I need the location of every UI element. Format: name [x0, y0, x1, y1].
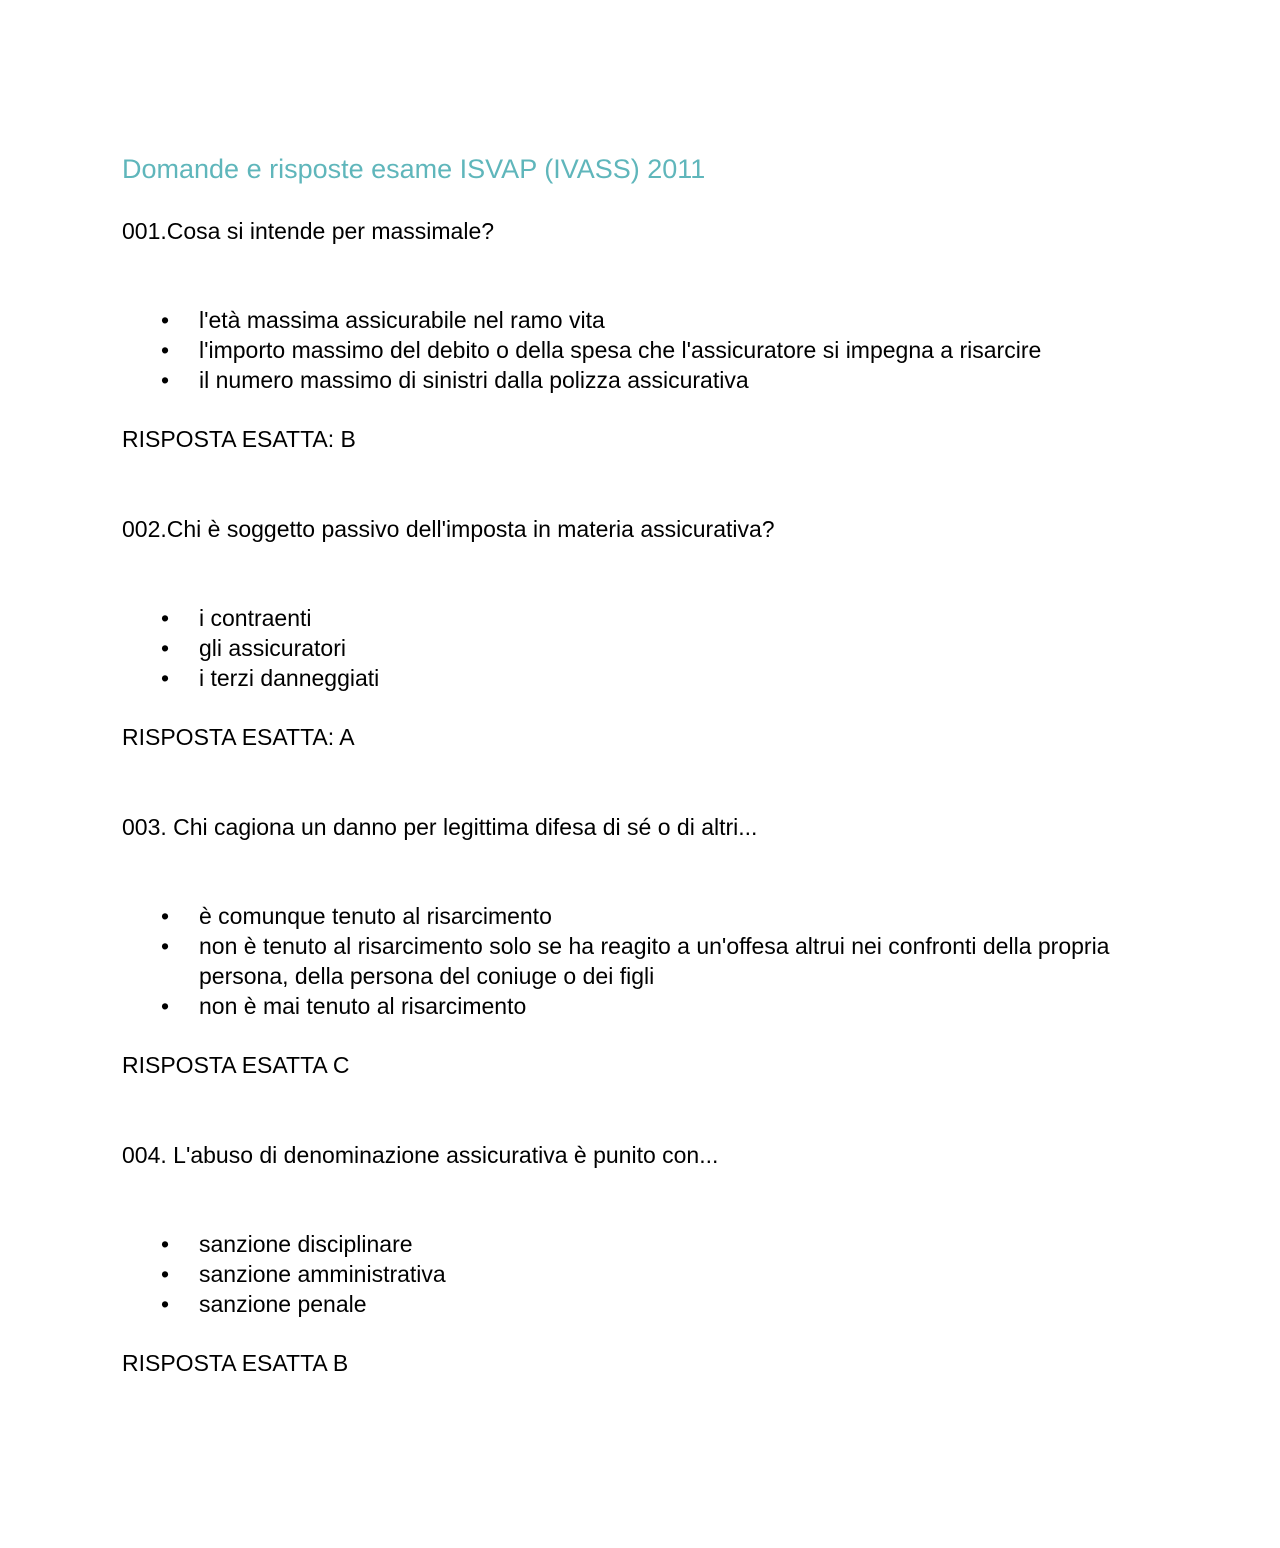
option-item — [122, 991, 1162, 1021]
bullet-icon: • — [161, 307, 170, 333]
bullet-icon: • — [161, 635, 170, 661]
question-block — [122, 216, 1162, 454]
option-text: sanzione penale — [199, 1291, 367, 1317]
option-item — [122, 931, 1162, 991]
option-text: l'importo massimo del debito o della spesa che l'assicuratore si impegna a risarcire — [199, 337, 1042, 363]
option-text: non è mai tenuto al risarcimento — [199, 993, 527, 1019]
question-text: 002.Chi è soggetto passivo dell'imposta in materia assicurativa? — [122, 516, 775, 542]
option-text: i contraenti — [199, 605, 312, 631]
bullet-icon: • — [161, 1231, 170, 1257]
option-text: gli assicuratori — [199, 635, 346, 661]
document-title: Domande e risposte esame ISVAP (IVASS) 2011 — [122, 154, 706, 184]
options-list — [122, 305, 1162, 395]
options-list — [122, 901, 1162, 1021]
question-block — [122, 812, 1162, 1080]
bullet-icon: • — [161, 337, 170, 363]
answer-text: RISPOSTA ESATTA C — [122, 1052, 350, 1078]
option-item — [122, 633, 1162, 663]
option-text: l'età massima assicurabile nel ramo vita — [199, 307, 605, 333]
option-item — [122, 1259, 1162, 1289]
answer-text: RISPOSTA ESATTA: A — [122, 724, 355, 750]
answer-text: RISPOSTA ESATTA: B — [122, 426, 356, 452]
option-text: non è tenuto al risarcimento solo se ha reagito a un'offesa altrui nei confronti della propria persona, della persona del coniuge o dei figli — [199, 933, 1110, 989]
option-item — [122, 1229, 1162, 1259]
option-text: i terzi danneggiati — [199, 665, 380, 691]
option-item — [122, 603, 1162, 633]
bullet-icon: • — [161, 993, 170, 1019]
option-item — [122, 1289, 1162, 1319]
option-item — [122, 365, 1162, 395]
option-text: è comunque tenuto al risarcimento — [199, 903, 552, 929]
bullet-icon: • — [161, 903, 170, 929]
answer-text: RISPOSTA ESATTA B — [122, 1350, 349, 1376]
option-item — [122, 335, 1162, 365]
question-text: 004. L'abuso di denominazione assicurativa è punito con... — [122, 1142, 719, 1168]
bullet-icon: • — [161, 367, 170, 393]
option-item — [122, 663, 1162, 693]
question-text: 003. Chi cagiona un danno per legittima difesa di sé o di altri... — [122, 814, 758, 840]
bullet-icon: • — [161, 665, 170, 691]
options-list — [122, 1229, 1162, 1319]
option-text: il numero massimo di sinistri dalla polizza assicurativa — [199, 367, 749, 393]
bullet-icon: • — [161, 933, 170, 959]
option-item — [122, 901, 1162, 931]
option-text: sanzione disciplinare — [199, 1231, 413, 1257]
option-text: sanzione amministrativa — [199, 1261, 446, 1287]
bullet-icon: • — [161, 1291, 170, 1317]
bullet-icon: • — [161, 605, 170, 631]
bullet-icon: • — [161, 1261, 170, 1287]
options-list — [122, 603, 1162, 693]
option-item — [122, 305, 1162, 335]
question-block — [122, 514, 1162, 752]
question-text: 001.Cosa si intende per massimale? — [122, 218, 495, 244]
question-block — [122, 1140, 1162, 1378]
